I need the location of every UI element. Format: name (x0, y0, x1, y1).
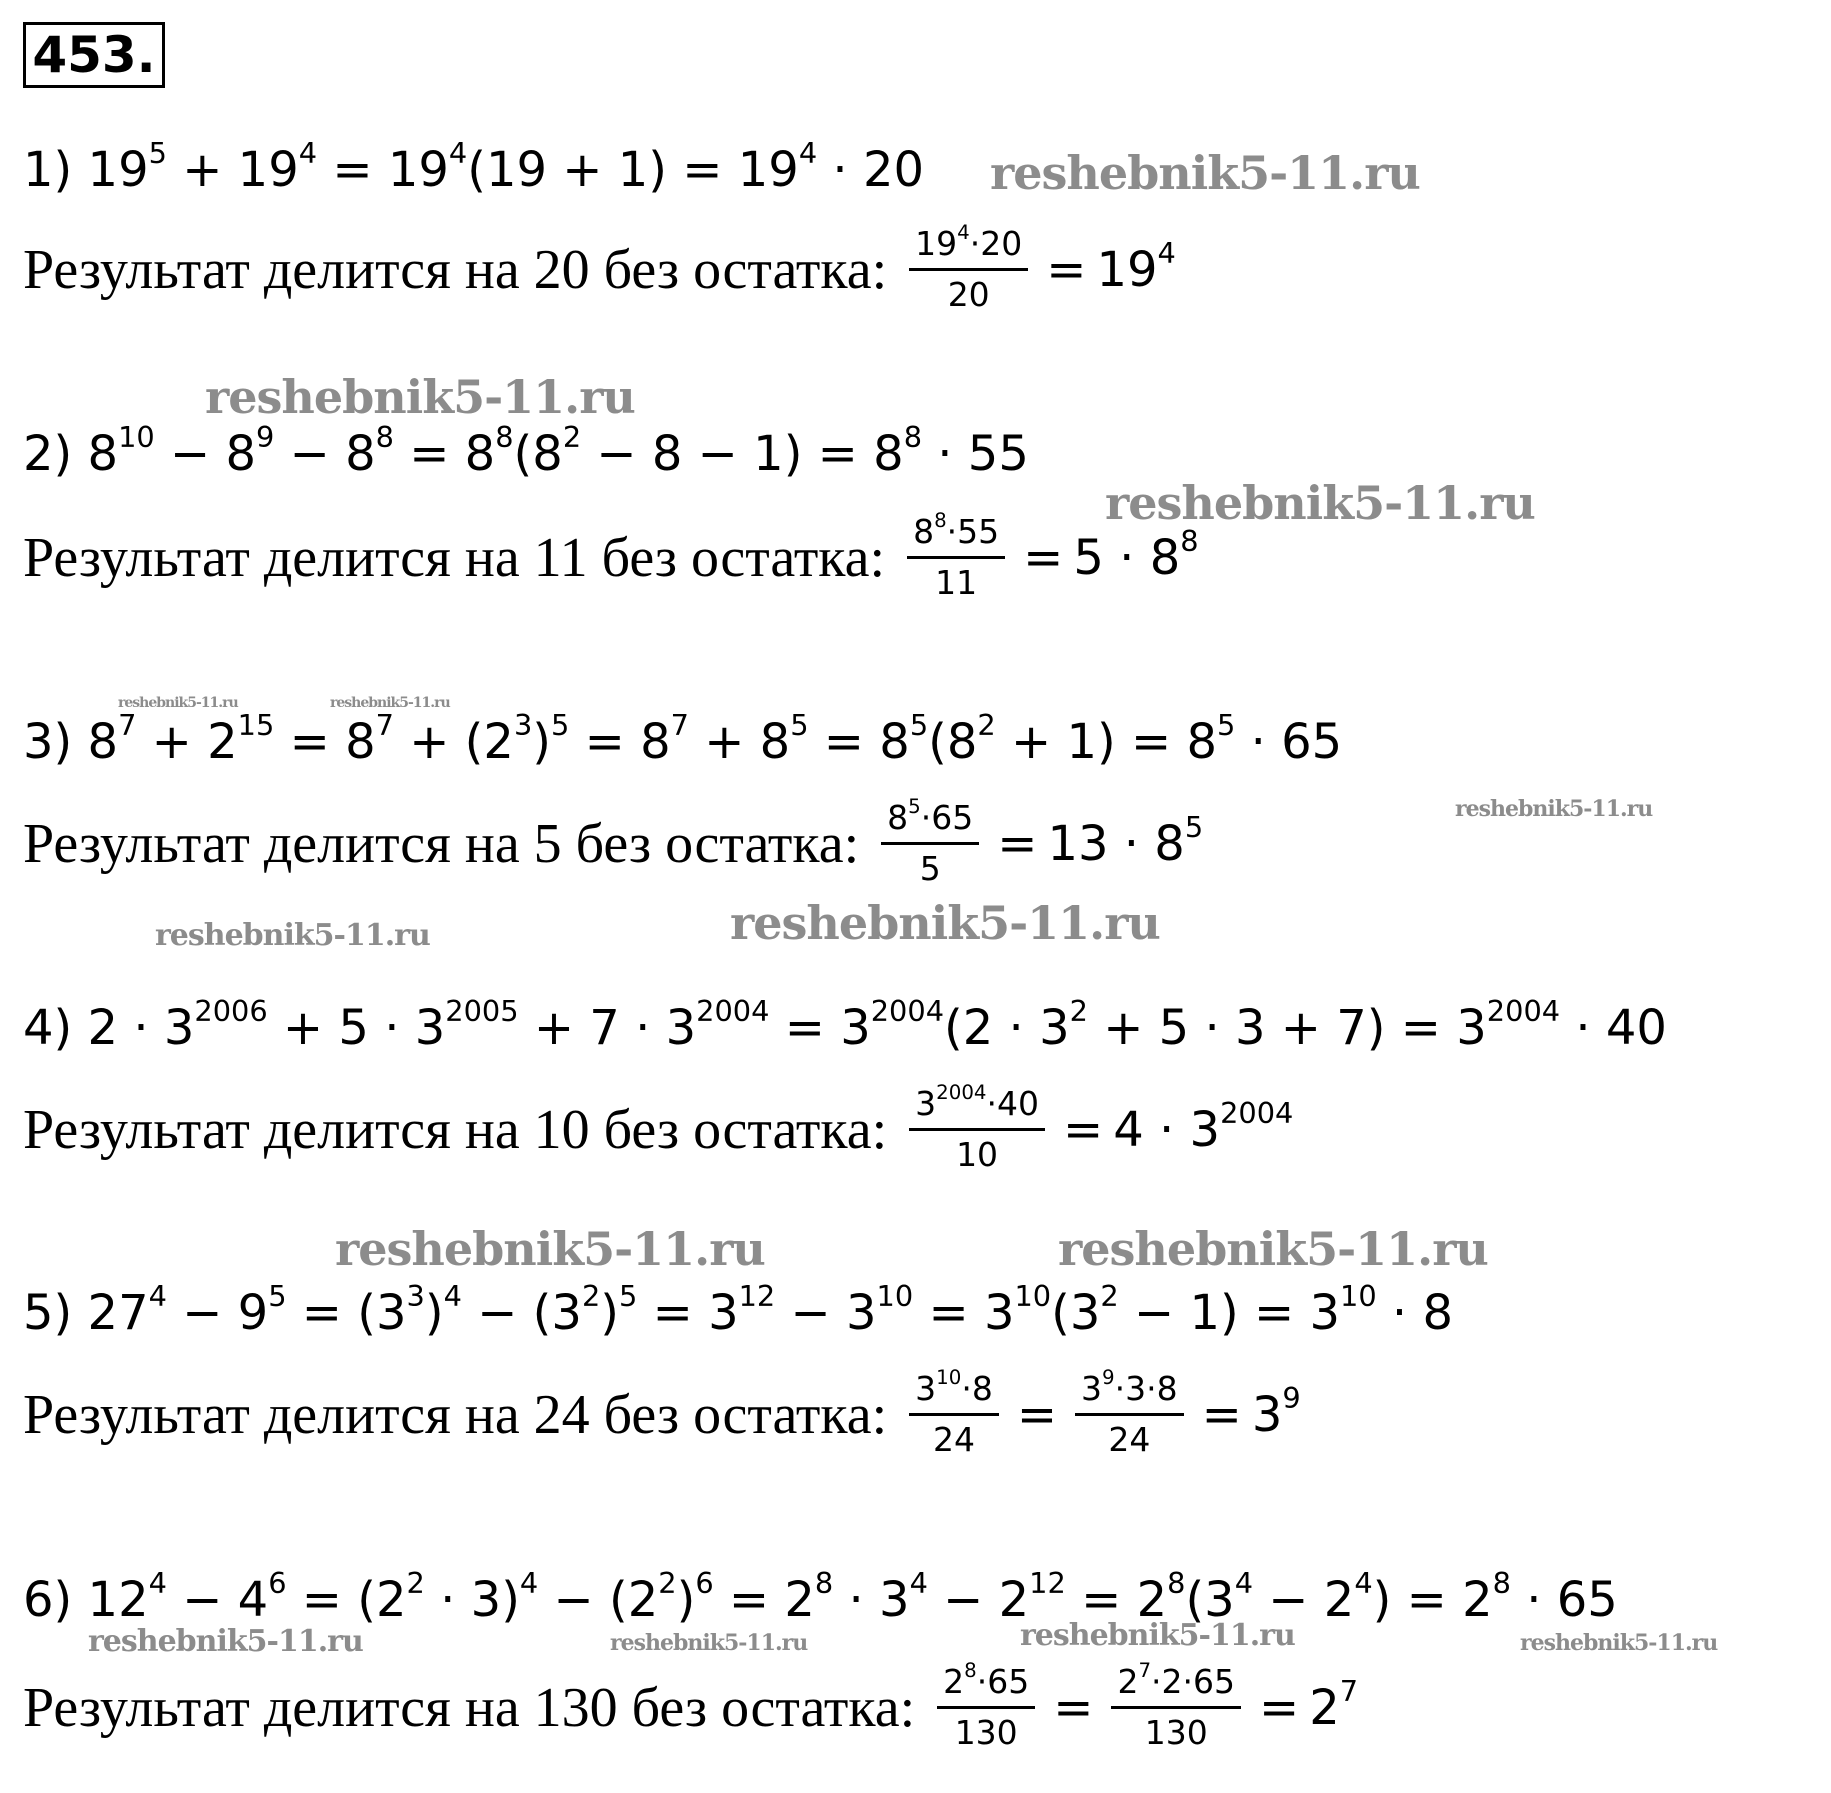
fraction-5a-denominator: 24 (932, 1420, 975, 1459)
watermark: reshebnik5-11.ru (990, 146, 1420, 200)
fraction-5b-denominator: 24 (1108, 1420, 1151, 1459)
fraction-5a (909, 1367, 999, 1462)
watermark: reshebnik5-11.ru (1455, 796, 1653, 822)
watermark: reshebnik5-11.ru (1020, 1618, 1295, 1653)
equation-1: 1) $19^5 + 19^4 = 19^4(19 + 1) = 19^4 \cdot 20$ (23, 135, 925, 198)
watermark: reshebnik5-11.ru (335, 1222, 765, 1276)
result-line-6: Результат делится на 130 без остатка: $\frac{2^8\cdot 65}{130}$ = $\frac{2^7\cdot 2\cdot 65}{130}$ = $2^7$ (23, 1660, 1358, 1755)
fraction-3-numerator: $8^5\cdot 65$ (881, 796, 979, 845)
watermark: reshebnik5-11.ru (610, 1630, 808, 1656)
fraction-6a (937, 1660, 1035, 1755)
fraction-4-denominator: 10 (956, 1135, 999, 1174)
fraction-2-denominator: 11 (935, 563, 978, 602)
watermark: reshebnik5-11.ru (118, 695, 238, 711)
watermark: reshebnik5-11.ru (730, 896, 1160, 950)
equation-2: 2) $8^{10} - 8^9 - 8^8 = 8^8(8^2 - 8 - 1) = 8^8 \cdot 55$ (23, 419, 1029, 482)
result-line-1: Результат делится на 20 без остатка: $\frac{19^4\cdot 20}{20}$ = $19^4$ (23, 222, 1176, 317)
result-value-4: $4 \cdot 3^{2004}$ (1113, 1095, 1294, 1158)
fraction-6b (1111, 1660, 1241, 1755)
fraction-6a-numerator: $2^8\cdot 65$ (937, 1660, 1035, 1709)
result-value-2: $5 \cdot 8^8$ (1073, 523, 1199, 586)
fraction-5a-numerator: $3^{10}\cdot 8$ (909, 1367, 999, 1416)
fraction-1-numerator: $19^4\cdot 20$ (909, 222, 1028, 271)
result-line-4: Результат делится на 10 без остатка: $\frac{3^{2004}\cdot 40}{10}$ = $4 \cdot 3^{2004}$ (23, 1082, 1293, 1177)
equation-3: 3) $8^7 + 2^{15} = 8^7 + (2^3)^5 = 8^7 + 8^5 = 8^5(8^2 + 1) = 8^5 \cdot 65$ (23, 707, 1343, 770)
result-label-6: Результат делится на 130 без остатка: (23, 1676, 916, 1739)
result-label-4: Результат делится на 10 без остатка: (23, 1098, 888, 1161)
watermark: reshebnik5-11.ru (1105, 476, 1535, 530)
equation-5: 5) $27^4 - 9^5 = (3^3)^4 - (3^2)^5 = 3^{12} - 3^{10} = 3^{10}(3^2 - 1) = 3^{10} \cdot 8$ (23, 1278, 1453, 1341)
watermark: reshebnik5-11.ru (155, 918, 430, 953)
fraction-2-numerator: $8^8\cdot 55$ (907, 510, 1005, 559)
equation-6: 6) $12^4 - 4^6 = (2^2 \cdot 3)^4 - (2^2)^6 = 2^8 \cdot 3^4 - 2^{12} = 2^8(3^4 - 2^4) = 2^8 \cdot 65$ (23, 1565, 1618, 1628)
watermark: reshebnik5-11.ru (88, 1624, 363, 1659)
result-label-3: Результат делится на 5 без остатка: (23, 812, 860, 875)
result-value-1: $19^4$ (1096, 235, 1176, 298)
result-line-3: Результат делится на 5 без остатка: $\frac{8^5\cdot 65}{5}$ = $13 \cdot 8^5$ (23, 796, 1203, 891)
fraction-6b-numerator: $2^7\cdot 2\cdot 65$ (1111, 1660, 1241, 1709)
fraction-6b-denominator: 130 (1144, 1713, 1208, 1752)
fraction-4 (909, 1082, 1045, 1177)
watermark: reshebnik5-11.ru (1058, 1222, 1488, 1276)
fraction-6a-denominator: 130 (954, 1713, 1018, 1752)
result-line-2: Результат делится на 11 без остатка: $\frac{8^8\cdot 55}{11}$ = $5 \cdot 8^8$ (23, 510, 1199, 605)
fraction-5b-numerator: $3^9\cdot 3\cdot 8$ (1075, 1367, 1184, 1416)
equation-4: 4) $2 \cdot 3^{2006} + 5 \cdot 3^{2005} + 7 \cdot 3^{2004} = 3^{2004}(2 \cdot 3^2 + 5 \cdot 3 + 7) = 3^{2004} \cdot 40$ (23, 993, 1667, 1056)
watermark: reshebnik5-11.ru (205, 370, 635, 424)
problem-number: 453. (23, 22, 165, 88)
fraction-1-denominator: 20 (947, 275, 990, 314)
result-label-5: Результат делится на 24 без остатка: (23, 1383, 888, 1446)
result-line-5: Результат делится на 24 без остатка: $\frac{3^{10}\cdot 8}{24}$ = $\frac{3^9\cdot 3\cdot 8}{24}$ = $3^9$ (23, 1367, 1301, 1462)
watermark: reshebnik5-11.ru (330, 695, 450, 711)
fraction-3 (881, 796, 979, 891)
result-value-6: $2^7$ (1309, 1673, 1359, 1736)
fraction-1 (909, 222, 1028, 317)
fraction-4-numerator: $3^{2004}\cdot 40$ (909, 1082, 1045, 1131)
result-label-1: Результат делится на 20 без остатка: (23, 238, 888, 301)
fraction-2 (907, 510, 1005, 605)
result-label-2: Результат делится на 11 без остатка: (23, 526, 886, 589)
result-value-3: $13 \cdot 8^5$ (1047, 809, 1204, 872)
watermark: reshebnik5-11.ru (1520, 1630, 1718, 1656)
result-value-5: $3^9$ (1251, 1380, 1301, 1443)
fraction-5b (1075, 1367, 1184, 1462)
fraction-3-denominator: 5 (919, 849, 941, 888)
